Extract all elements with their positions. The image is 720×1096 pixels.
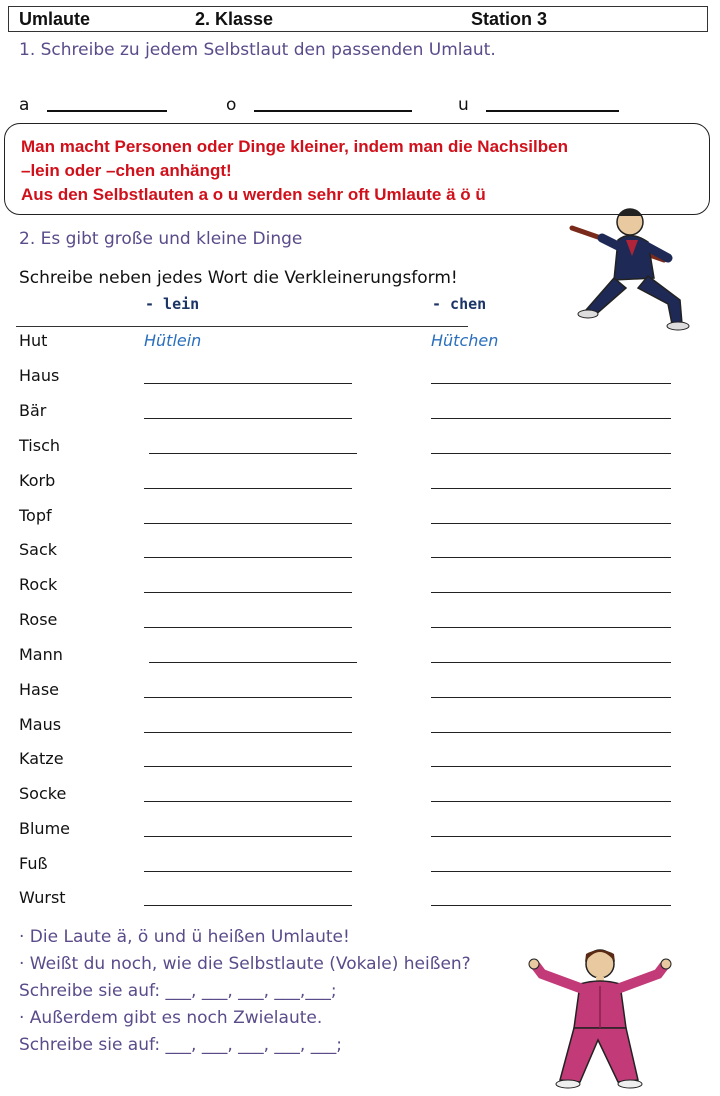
word-row: Rose — [19, 610, 58, 629]
column-header-chen: - chen — [432, 295, 487, 313]
word-row: Bär — [19, 401, 47, 420]
answer-example-chen: Hütchen — [431, 331, 499, 350]
blank-chen[interactable] — [431, 905, 671, 906]
rule-line-2: –lein oder –chen anhängt! — [21, 161, 232, 180]
blank-lein[interactable] — [144, 871, 352, 872]
vowel-a-blank[interactable] — [47, 110, 167, 112]
word-row: Maus — [19, 715, 62, 734]
kungfu-man-illustration — [568, 200, 714, 334]
word-row: Wurst — [19, 888, 66, 907]
word-row: Korb — [19, 471, 56, 490]
word-row: Katze — [19, 749, 64, 768]
blank-chen[interactable] — [431, 871, 671, 872]
blank-lein[interactable] — [144, 732, 352, 733]
header-grade: 2. Klasse — [195, 9, 274, 29]
word-row: Fuß — [19, 854, 48, 873]
blank-lein[interactable] — [144, 697, 352, 698]
note-umlaute: · Die Laute ä, ö und ü heißen Umlaute! — [19, 927, 350, 947]
blank-chen[interactable] — [431, 697, 671, 698]
vowel-o: o — [226, 95, 237, 115]
word-row: Socke — [19, 784, 67, 803]
write-vokale[interactable]: Schreibe sie auf: ___, ___, ___, ___,___; — [19, 981, 337, 1001]
write-zwielaute[interactable]: Schreibe sie auf: ___, ___, ___, ___, ___; — [19, 1035, 342, 1055]
blank-lein[interactable] — [144, 383, 352, 384]
vowel-a: a — [19, 95, 30, 115]
blank-chen[interactable] — [431, 801, 671, 802]
task1-instruction: 1. Schreibe zu jedem Selbstlaut den passenden Umlaut. — [19, 40, 496, 60]
vowel-u: u — [458, 95, 469, 115]
header-title: Umlaute — [19, 9, 91, 29]
note-zwielaute: · Außerdem gibt es noch Zwielaute. — [19, 1008, 323, 1028]
blank-lein[interactable] — [144, 905, 352, 906]
question-vokale: · Weißt du noch, wie die Selbstlaute (Vokale) heißen? — [19, 954, 471, 974]
word-row: Haus — [19, 366, 60, 385]
vowel-o-blank[interactable] — [254, 110, 412, 112]
blank-lein[interactable] — [149, 453, 357, 454]
blank-chen[interactable] — [431, 557, 671, 558]
blank-lein[interactable] — [144, 836, 352, 837]
blank-lein[interactable] — [149, 662, 357, 663]
word-example: Hut — [19, 331, 48, 350]
vowel-u-blank[interactable] — [486, 110, 619, 112]
blank-lein[interactable] — [144, 766, 352, 767]
blank-lein[interactable] — [144, 523, 352, 524]
blank-lein[interactable] — [144, 627, 352, 628]
header-station: Station 3 — [471, 9, 548, 29]
blank-chen[interactable] — [431, 453, 671, 454]
blank-chen[interactable] — [431, 836, 671, 837]
blank-lein[interactable] — [144, 557, 352, 558]
blank-chen[interactable] — [431, 766, 671, 767]
word-row: Blume — [19, 819, 70, 838]
blank-chen[interactable] — [431, 383, 671, 384]
task2-title: 2. Es gibt große und kleine Dinge — [19, 229, 303, 249]
table-divider — [16, 326, 468, 327]
blank-chen[interactable] — [431, 627, 671, 628]
word-row: Hase — [19, 680, 60, 699]
word-row: Mann — [19, 645, 63, 664]
answer-example-lein: Hütlein — [144, 331, 202, 350]
blank-lein[interactable] — [144, 801, 352, 802]
blank-lein[interactable] — [144, 488, 352, 489]
word-row: Sack — [19, 540, 58, 559]
worksheet-header — [8, 6, 708, 32]
blank-chen[interactable] — [431, 488, 671, 489]
blank-chen[interactable] — [431, 592, 671, 593]
blank-lein[interactable] — [144, 592, 352, 593]
word-row: Topf — [19, 506, 52, 525]
task2-instruction: Schreibe neben jedes Wort die Verkleinerungsform! — [19, 268, 458, 288]
blank-chen[interactable] — [431, 523, 671, 524]
blank-chen[interactable] — [431, 732, 671, 733]
word-row: Rock — [19, 575, 58, 594]
rule-line-1: Man macht Personen oder Dinge kleiner, indem man die Nachsilben — [21, 137, 568, 156]
blank-chen[interactable] — [431, 662, 671, 663]
blank-chen[interactable] — [431, 418, 671, 419]
blank-lein[interactable] — [144, 418, 352, 419]
kungfu-girl-illustration — [522, 944, 678, 1090]
rule-line-3: Aus den Selbstlauten a o u werden sehr oft Umlaute ä ö ü — [21, 185, 486, 204]
column-header-lein: - lein — [145, 295, 200, 313]
word-row: Tisch — [19, 436, 60, 455]
